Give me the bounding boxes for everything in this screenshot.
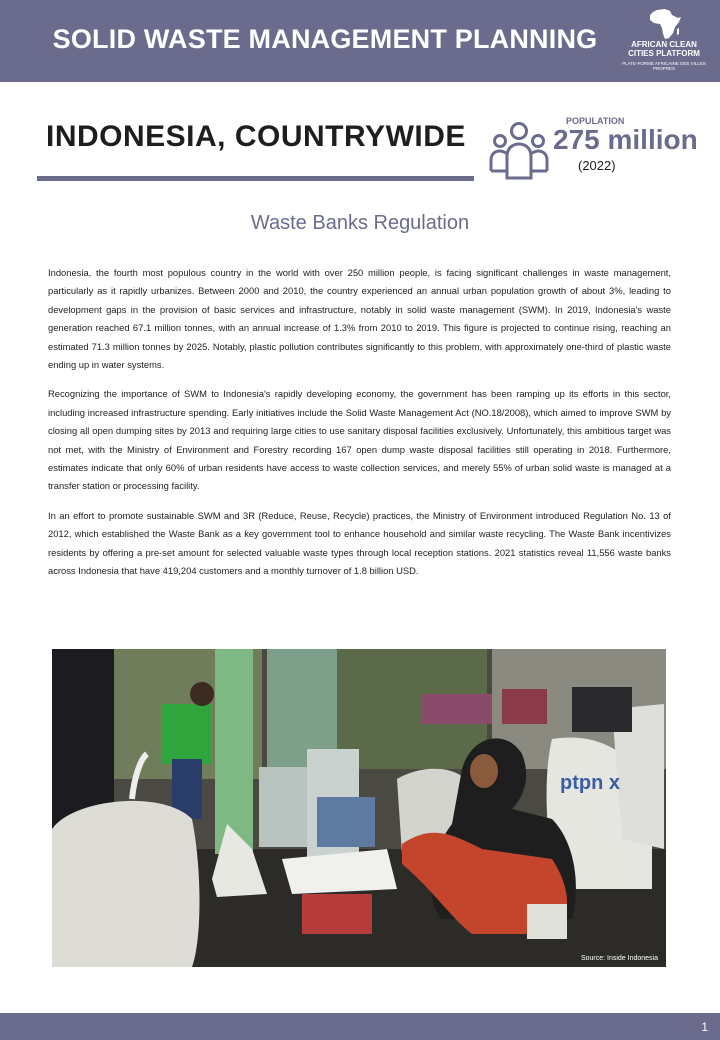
waste-bank-photo: [52, 649, 666, 967]
population-icon: [487, 118, 551, 182]
page-footer: [0, 1013, 720, 1040]
page-header: [0, 0, 720, 82]
photo-sack-label: ptpn x: [560, 772, 620, 794]
logo-text-line2: CITIES PLATFORM: [628, 49, 700, 58]
photo-source: Source: Inside Indonesia: [580, 955, 658, 962]
country-title: INDONESIA, COUNTRYWIDE: [46, 120, 466, 153]
page-number: 1: [701, 1020, 708, 1034]
population-value: 275 million: [553, 124, 698, 155]
population-label: POPULATION: [566, 116, 625, 126]
paragraph-2: Recognizing the importance of SWM to Indonesia's rapidly developing economy, the government has been ramping up its efforts in this sector, including increased infrastructure spending. Early initiatives include the Solid Waste Management Act (NO.18/2008), which aimed to improve SWM by closing all open dumping sites by 2013 and requiring large cities to use sanitary disposal facilities exclusively. Unfortunately, this ambitious target was not met, with the Ministry of Environment and Forestry recording 167 open dump waste disposal facilities still operating in 2018. Furthermore, estimates indicate that only 60% of urban residents have access to waste collection services, and merely 55% of urban solid waste is managed at a transfer station or processing facility.: [48, 388, 671, 492]
paragraph-3: In an effort to promote sustainable SWM and 3R (Reduce, Reuse, Recycle) practices, the Ministry of Environment introduced Regulation No. 13 of 2012, which established the Waste Bank as a key government tool to enhance household and similar waste recycling. The Waste Bank incentivizes residents by offering a pre-set amount for selected valuable waste types through local reception stations. 2021 statistics reveal 11,556 waste banks across Indonesia that have 419,204 customers and a monthly turnover of 1.8 billion USD.: [48, 509, 671, 577]
africa-map-icon: [648, 8, 682, 40]
section-title: Waste Banks Regulation: [250, 212, 470, 234]
body-text: [48, 264, 671, 592]
logo-text-line1: AFRICAN CLEAN: [631, 40, 697, 49]
population-year: (2022): [578, 158, 616, 173]
logo-french-text: PLATE-FORME AFRICAINE DES VILLES PROPRES: [622, 61, 706, 71]
acc-platform-logo: [618, 8, 710, 78]
paragraph-1: Indonesia, the fourth most populous country in the world with over 250 million people, is facing significant challenges in waste management, particularly as it rapidly urbanizes. Between 2000 and 2010, the country experienced an annual urban population growth of about 3%, leading to development gaps in the provision of basic services and infrastructure, notably in solid waste management (SWM). In 2019, Indonesia's waste generation reached 67.1 million tonnes, with an annual increase of 1.3% from 2010 to 2019. This figure is projected to continue rising, reaching an estimated 71.3 million tonnes by 2025. Notably, plastic pollution contributes significantly to this problem, with approximately one-third of plastic waste ending up in water systems.: [48, 267, 671, 371]
title-underline: [37, 176, 474, 181]
header-title: SOLID WASTE MANAGEMENT PLANNING: [52, 24, 598, 54]
